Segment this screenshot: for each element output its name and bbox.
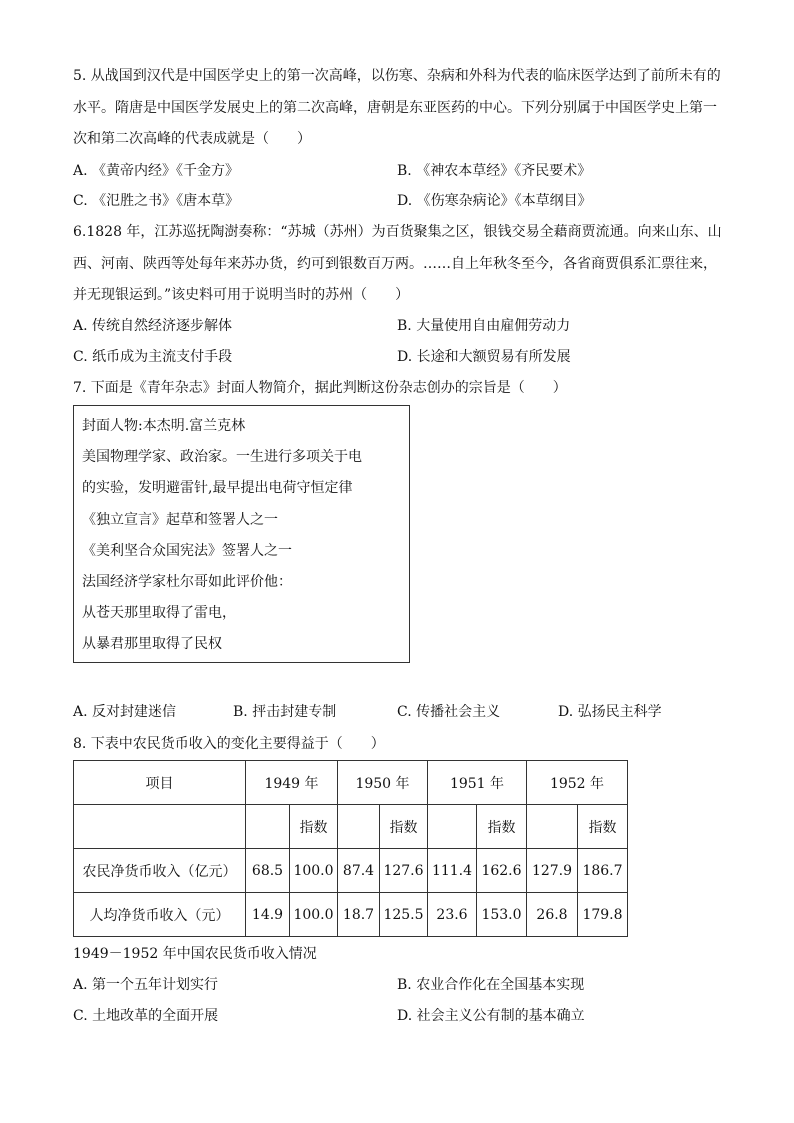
table-cell: 26.8 — [527, 893, 578, 937]
q7-stem: 7. 下面是《青年杂志》封面人物简介，据此判断这份杂志创办的宗旨是（ ） — [73, 380, 567, 396]
table-row — [74, 893, 628, 937]
q7-material-box — [73, 405, 410, 663]
table-cell: 100.0 — [290, 849, 338, 893]
table-header-row — [74, 761, 628, 805]
table-cell: 125.5 — [380, 893, 428, 937]
q8-option-d: D. 社会主义公有制的基本确立 — [397, 1008, 585, 1024]
q7-box-line: 的实验，发明避雷针,最早提出电荷守恒定律 — [82, 480, 353, 496]
q6-option-d: D. 长途和大额贸易有所发展 — [397, 349, 571, 365]
q5-option-d: D. 《伤寒杂病论》《本草纲目》 — [397, 193, 592, 209]
table-cell: 23.6 — [428, 893, 477, 937]
table-row — [74, 849, 628, 893]
q7-option-c: C. 传播社会主义 — [397, 704, 501, 720]
q6-option-b: B. 大量使用自由雇佣劳动力 — [397, 318, 571, 334]
empty-cell — [338, 805, 380, 849]
q8-option-a: A. 第一个五年计划实行 — [73, 977, 219, 993]
q6-option-c: C. 纸币成为主流支付手段 — [73, 349, 233, 365]
empty-cell — [74, 805, 246, 849]
table-cell: 127.6 — [380, 849, 428, 893]
table-cell: 100.0 — [290, 893, 338, 937]
year-header: 1952 年 — [527, 761, 628, 805]
table-cell: 111.4 — [428, 849, 477, 893]
table-cell: 68.5 — [246, 849, 290, 893]
q6-stem-line-3: 并无现银运到。”该史料可用于说明当时的苏州（ ） — [73, 287, 410, 303]
q7-option-b: B. 抨击封建专制 — [233, 704, 337, 720]
q7-box-line: 从暴君那里取得了民权 — [82, 636, 222, 652]
q7-option-a: A. 反对封建迷信 — [73, 704, 177, 720]
q7-box-line: 从苍天那里取得了雷电， — [82, 605, 236, 621]
index-header: 指数 — [578, 805, 628, 849]
table-cell: 186.7 — [578, 849, 628, 893]
row-label: 人均净货币收入（元） — [74, 893, 246, 937]
q5-option-b: B. 《神农本草经》《齐民要术》 — [397, 163, 592, 179]
q7-box-line: 美国物理学家、政治家。一生进行多项关于电 — [82, 449, 362, 465]
item-header: 项目 — [74, 761, 246, 805]
index-header: 指数 — [290, 805, 338, 849]
table-cell: 179.8 — [578, 893, 628, 937]
q6-stem-line-1: 6.1828 年，江苏巡抚陶澍奏称：“苏城（苏州）为百货聚集之区，银钱交易全藉商贾流通。向来山东、山 — [73, 224, 722, 240]
q5-stem-line-1: 5. 从战国到汉代是中国医学史上的第一次高峰，以伤寒、杂病和外科为代表的临床医学达到了前所未有的 — [73, 68, 721, 84]
q6-option-a: A. 传统自然经济逐步解体 — [73, 318, 233, 334]
q7-box-line: 封面人物:本杰明.富兰克林 — [82, 418, 246, 434]
q5-stem-line-3: 次和第二次高峰的代表成就是（ ） — [73, 131, 311, 147]
table-cell: 18.7 — [338, 893, 380, 937]
row-label: 农民净货币收入（亿元） — [74, 849, 246, 893]
q8-stem: 8. 下表中农民货币收入的变化主要得益于（ ） — [73, 736, 385, 752]
empty-cell — [246, 805, 290, 849]
year-header: 1951 年 — [428, 761, 527, 805]
table-cell: 14.9 — [246, 893, 290, 937]
year-header: 1949 年 — [246, 761, 338, 805]
table-subheader-row — [74, 805, 628, 849]
index-header: 指数 — [477, 805, 527, 849]
table-cell: 153.0 — [477, 893, 527, 937]
table-cell: 87.4 — [338, 849, 380, 893]
q5-option-a: A. 《黄帝内经》《千金方》 — [73, 163, 240, 179]
table-caption: 1949－1952 年中国农民货币收入情况 — [73, 946, 317, 962]
year-header: 1950 年 — [338, 761, 428, 805]
q7-box-line: 《独立宣言》起草和签署人之一 — [82, 512, 278, 528]
q5-stem-line-2: 水平。隋唐是中国医学发展史上的第二次高峰，唐朝是东亚医药的中心。下列分别属于中国医学史上第一 — [73, 100, 717, 116]
table-cell: 127.9 — [527, 849, 578, 893]
q8-option-b: B. 农业合作化在全国基本实现 — [397, 977, 585, 993]
index-header: 指数 — [380, 805, 428, 849]
q7-option-d: D. 弘扬民主科学 — [558, 704, 662, 720]
empty-cell — [428, 805, 477, 849]
empty-cell — [527, 805, 578, 849]
q8-option-c: C. 土地改革的全面开展 — [73, 1008, 219, 1024]
q5-option-c: C. 《氾胜之书》《唐本草》 — [73, 193, 240, 209]
q7-box-line: 《美利坚合众国宪法》签署人之一 — [82, 543, 292, 559]
income-table — [73, 760, 628, 937]
q7-box-line: 法国经济学家杜尔哥如此评价他： — [82, 574, 292, 590]
table-cell: 162.6 — [477, 849, 527, 893]
q6-stem-line-2: 西、河南、陕西等处每年来苏办货，约可到银数百万两。……自上年秋冬至今，各省商贾俱系汇票往来， — [73, 256, 717, 272]
